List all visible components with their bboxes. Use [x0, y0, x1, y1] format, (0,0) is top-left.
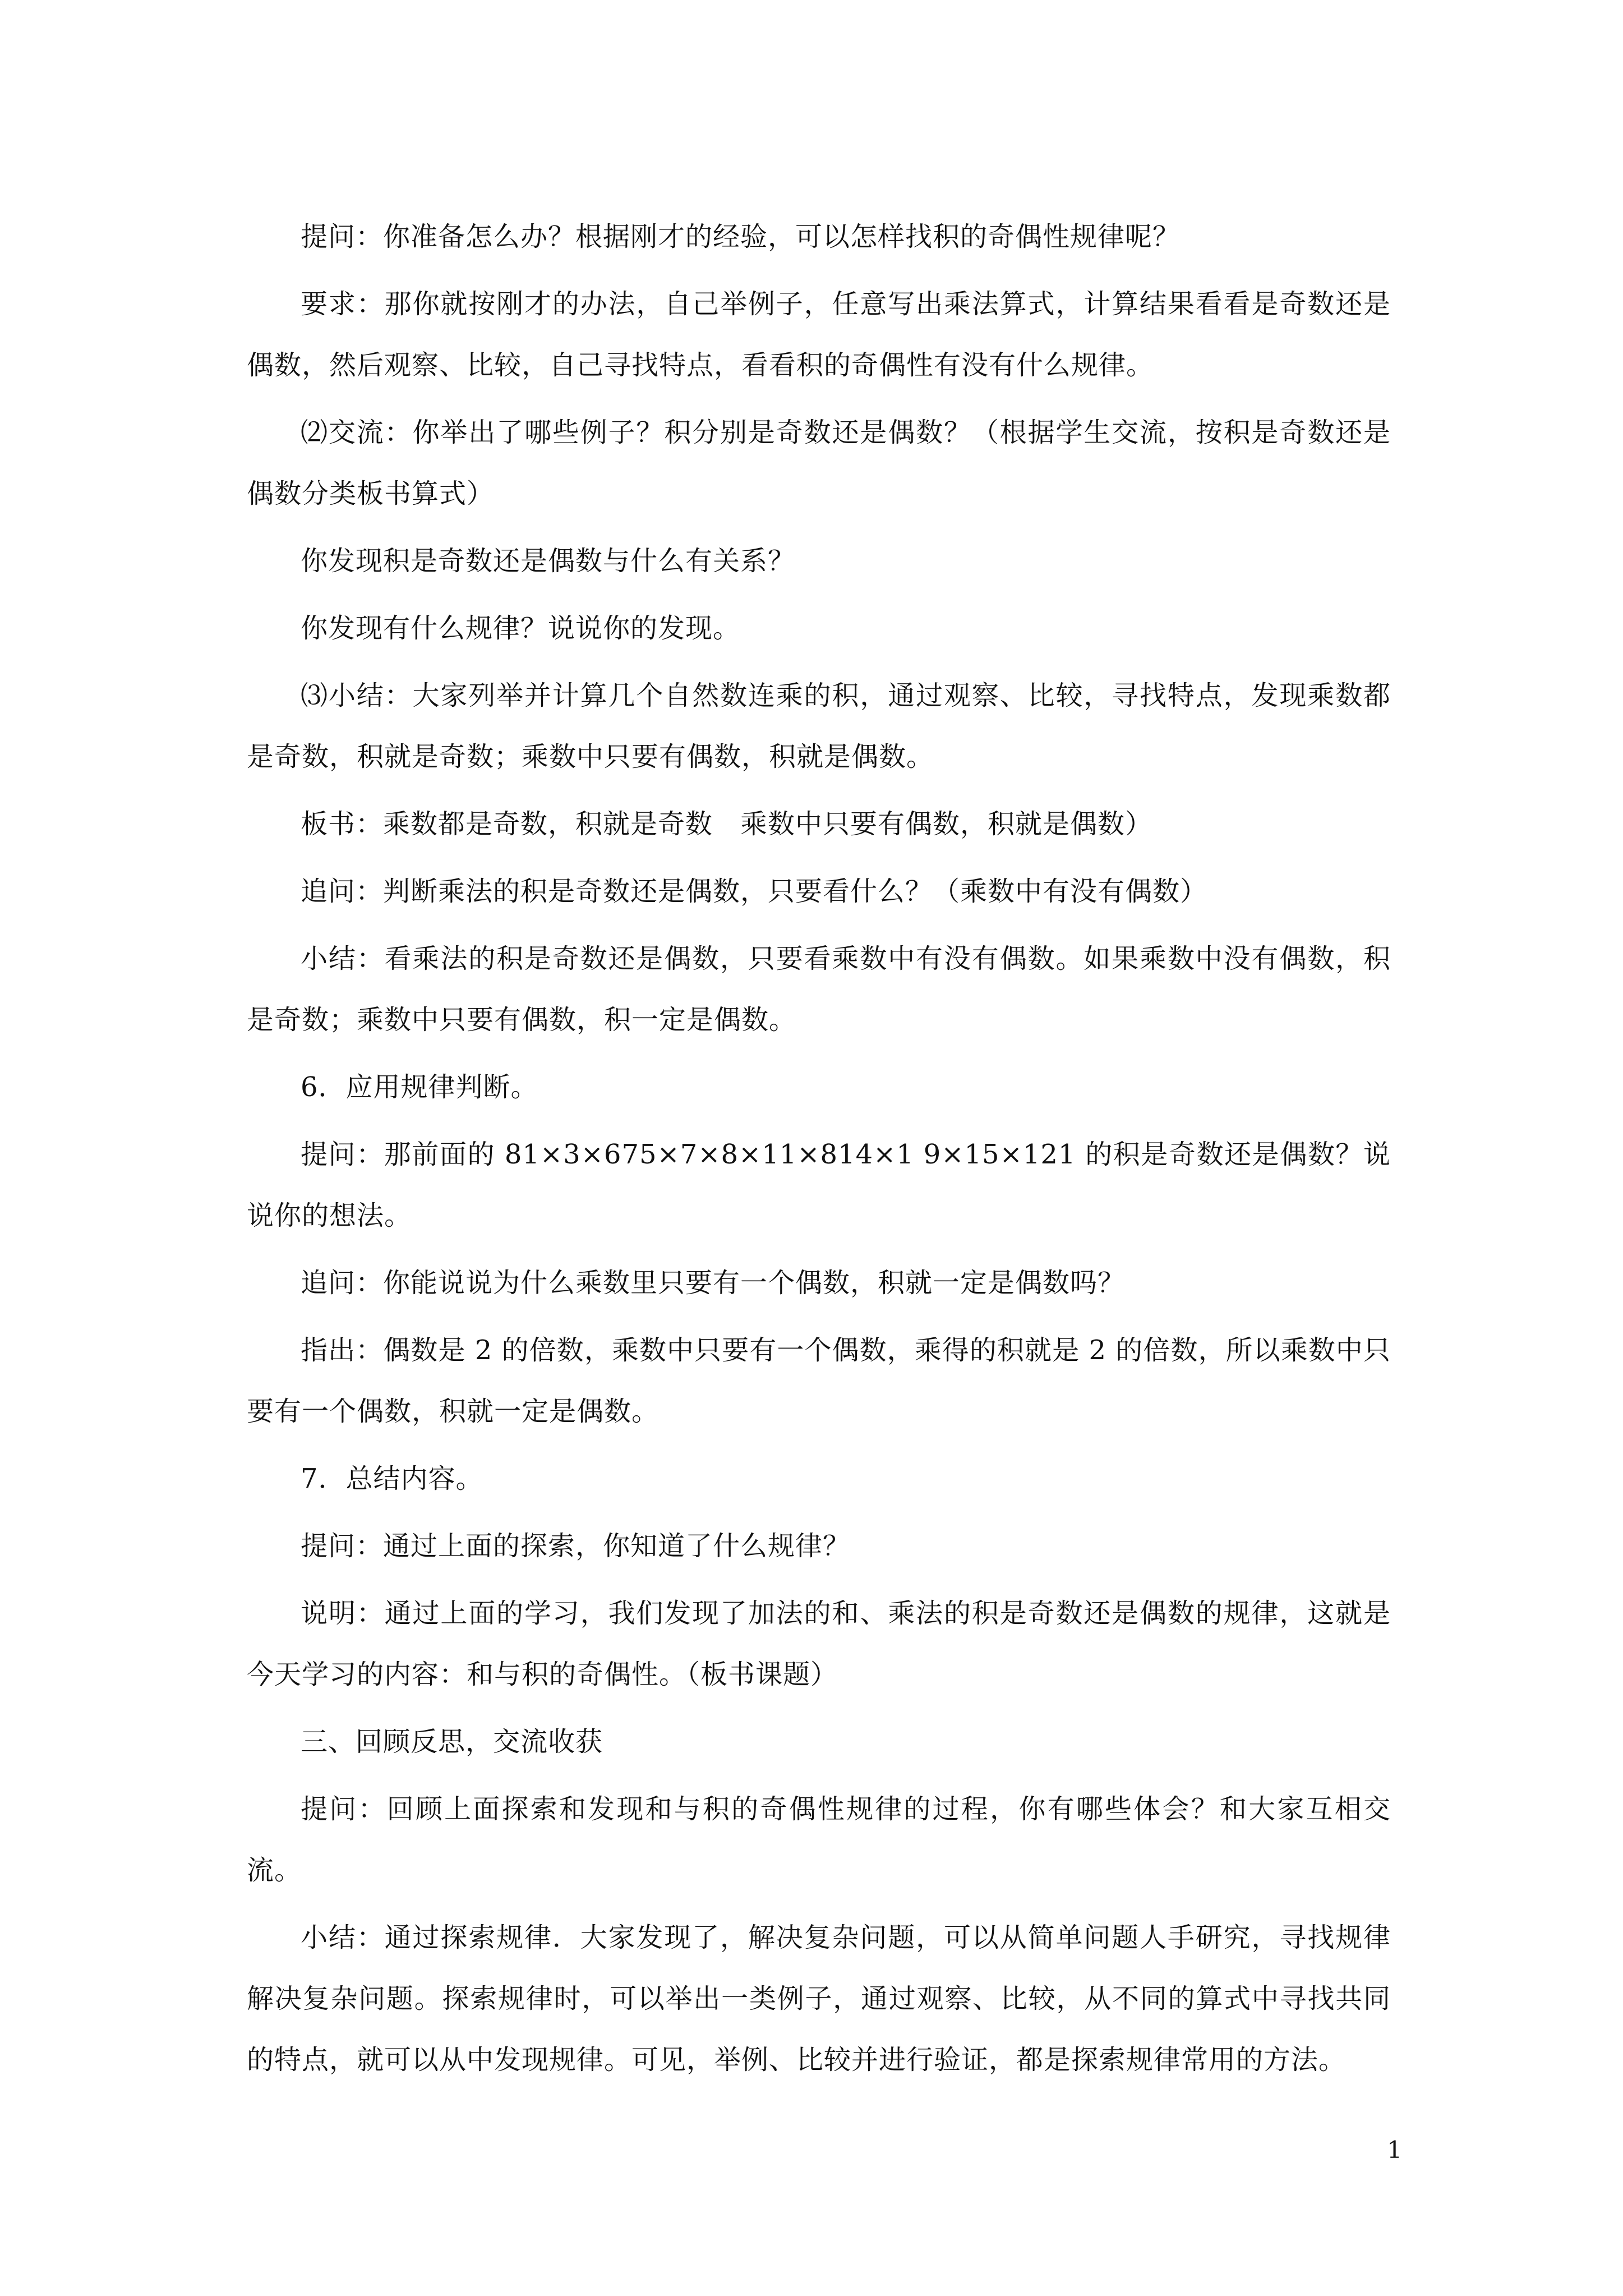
document-body: [247, 206, 1391, 2091]
paragraph: 你发现有什么规律？说说你的发现。: [301, 613, 741, 644]
paragraph: 提问：通过上面的探索，你知道了什么规律？: [301, 1530, 851, 1562]
paragraph: 你发现积是奇数还是偶数与什么有关系？: [301, 545, 796, 577]
section-heading: 6．应用规律判断。: [301, 1071, 538, 1103]
page-number: 1: [1387, 2136, 1402, 2164]
paragraph: 追问：判断乘法的积是奇数还是偶数，只要看什么？（乘数中有没有偶数）: [301, 876, 1208, 907]
paragraph: 提问：回顾上面探索和发现和与积的奇偶性规律的过程，你有哪些体会？和大家互相交流。: [247, 1793, 1391, 1886]
section-heading: 三、回顾反思，交流收获: [301, 1726, 603, 1757]
paragraph: 说明：通过上面的学习，我们发现了加法的和、乘法的积是奇数还是偶数的规律，这就是今天学习的内容：和与积的奇偶性。（板书课题）: [247, 1598, 1391, 1690]
paragraph: 要求：那你就按刚才的办法，自己举例子，任意写出乘法算式，计算结果看看是奇数还是偶数，然后观察、比较，自己寻找特点，看看积的奇偶性有没有什么规律。: [247, 288, 1391, 381]
paragraph: ⑶小结：大家列举并计算几个自然数连乘的积，通过观察、比较，寻找特点，发现乘数都是奇数，积就是奇数；乘数中只要有偶数，积就是偶数。: [247, 680, 1391, 772]
paragraph: ⑵交流：你举出了哪些例子？积分别是奇数还是偶数？（根据学生交流，按积是奇数还是偶数分类板书算式）: [247, 417, 1391, 509]
paragraph: 小结：通过探索规律．大家发现了，解决复杂问题，可以从简单问题人手研究，寻找规律解决复杂问题。探索规律时，可以举出一类例子，通过观察、比较，从不同的算式中寻找共同的特点，就可以从中发现规律。可见，举例、比较并进行验证，都是探索规律常用的方法。: [247, 1922, 1391, 2076]
section-heading: 7．总结内容。: [301, 1463, 483, 1494]
paragraph: 板书：乘数都是奇数，积就是奇数 乘数中只要有偶数，积就是偶数）: [301, 808, 1153, 840]
paragraph: 提问：那前面的 81×3×675×7×8×11×814×1 9×15×121 的积是奇数还是偶数？说说你的想法。: [247, 1139, 1391, 1231]
paragraph: 追问：你能说说为什么乘数里只要有一个偶数，积就一定是偶数吗？: [301, 1267, 1126, 1299]
paragraph: 小结：看乘法的积是奇数还是偶数，只要看乘数中有没有偶数。如果乘数中没有偶数，积是奇数；乘数中只要有偶数，积一定是偶数。: [247, 943, 1391, 1036]
paragraph: 指出：偶数是 2 的倍数，乘数中只要有一个偶数，乘得的积就是 2 的倍数，所以乘数中只要有一个偶数，积就一定是偶数。: [247, 1335, 1391, 1427]
paragraph: 提问：你准备怎么办？根据刚才的经验，可以怎样找积的奇偶性规律呢？: [301, 221, 1181, 252]
